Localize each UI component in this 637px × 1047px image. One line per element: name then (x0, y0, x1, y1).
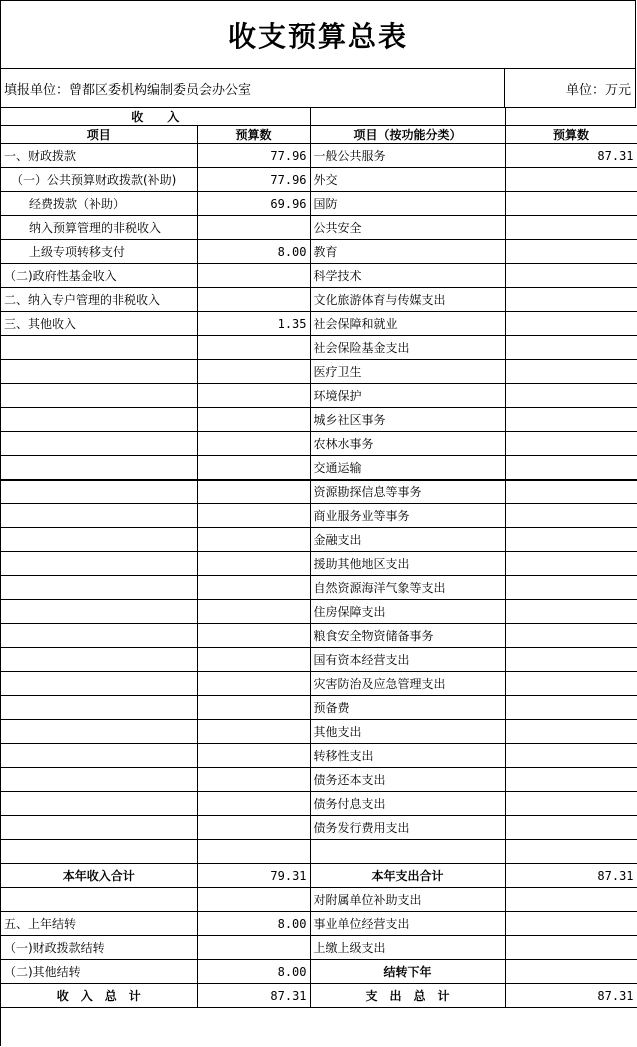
col-item: 项目 (1, 126, 197, 144)
right-value (505, 504, 637, 528)
right-value: 87.31 (505, 144, 637, 168)
right-value (505, 264, 637, 288)
left-value (197, 624, 310, 648)
right-item: 债务发行费用支出 (310, 816, 505, 840)
table-row (1, 792, 637, 816)
right-value (505, 312, 637, 336)
right-value (505, 696, 637, 720)
right-value (505, 912, 637, 936)
table-row (1, 816, 637, 840)
left-item (1, 576, 197, 600)
meta-row (1, 69, 636, 108)
left-item (1, 384, 197, 408)
table-row (1, 768, 637, 792)
right-item: 交通运输 (310, 456, 505, 480)
reporting-unit: 填报单位：曾都区委机构编制委员会办公室 (1, 69, 505, 107)
right-value (505, 456, 637, 480)
right-value (505, 768, 637, 792)
left-value: 1.35 (197, 312, 310, 336)
right-item: 自然资源海洋气象等支出 (310, 576, 505, 600)
right-value (505, 528, 637, 552)
left-value (197, 552, 310, 576)
budget-table (1, 108, 637, 1008)
table-row (1, 480, 637, 504)
left-item: 本年收入合计 (1, 864, 197, 888)
table-row (1, 288, 637, 312)
table-row (1, 720, 637, 744)
table-row (1, 336, 637, 360)
right-item: 住房保障支出 (310, 600, 505, 624)
right-value (505, 192, 637, 216)
right-value (505, 672, 637, 696)
left-value (197, 384, 310, 408)
left-item: （二)其他结转 (1, 960, 197, 984)
left-item: （一）公共预算财政拨款(补助) (1, 168, 197, 192)
empty-cell (505, 108, 637, 126)
left-item: 经费拨款（补助） (1, 192, 197, 216)
right-value (505, 840, 637, 864)
right-item: 医疗卫生 (310, 360, 505, 384)
table-row (1, 624, 637, 648)
left-item (1, 336, 197, 360)
right-value (505, 432, 637, 456)
right-value (505, 624, 637, 648)
right-item: 事业单位经营支出 (310, 912, 505, 936)
right-item: 对附属单位补助支出 (310, 888, 505, 912)
left-item (1, 672, 197, 696)
left-item (1, 888, 197, 912)
currency-unit: 单位：万元 (505, 69, 636, 107)
right-item: 国防 (310, 192, 505, 216)
table-row (1, 576, 637, 600)
right-item: 金融支出 (310, 528, 505, 552)
left-item: 上级专项转移支付 (1, 240, 197, 264)
page-title: 收支预算总表 (1, 1, 636, 69)
left-value: 77.96 (197, 168, 310, 192)
right-item: 粮食安全物资储备事务 (310, 624, 505, 648)
right-value (505, 240, 637, 264)
left-item (1, 552, 197, 576)
left-value: 8.00 (197, 912, 310, 936)
right-value: 87.31 (505, 864, 637, 888)
right-value (505, 552, 637, 576)
column-header-row (1, 126, 637, 144)
right-value (505, 792, 637, 816)
left-item (1, 648, 197, 672)
table-row (1, 360, 637, 384)
table-row (1, 600, 637, 624)
left-value (197, 504, 310, 528)
table-row (1, 528, 637, 552)
left-item: 收 入 总 计 (1, 984, 197, 1008)
right-item: 预备费 (310, 696, 505, 720)
left-value (197, 672, 310, 696)
right-item: 环境保护 (310, 384, 505, 408)
left-value (197, 816, 310, 840)
left-value (197, 528, 310, 552)
right-item: 支 出 总 计 (310, 984, 505, 1008)
right-value (505, 960, 637, 984)
right-value (505, 408, 637, 432)
left-value (197, 600, 310, 624)
right-item: 农林水事务 (310, 432, 505, 456)
left-value (197, 360, 310, 384)
left-value (197, 336, 310, 360)
left-value: 69.96 (197, 192, 310, 216)
left-item (1, 816, 197, 840)
left-value (197, 456, 310, 480)
table-row (1, 744, 637, 768)
left-value (197, 480, 310, 504)
table-row (1, 408, 637, 432)
right-item: 教育 (310, 240, 505, 264)
left-value (197, 648, 310, 672)
left-item: 五、上年结转 (1, 912, 197, 936)
right-value (505, 168, 637, 192)
table-row (1, 216, 637, 240)
right-value (505, 720, 637, 744)
right-value (505, 600, 637, 624)
right-item: 转移性支出 (310, 744, 505, 768)
group-header-row (1, 108, 637, 126)
left-item (1, 840, 197, 864)
table-row (1, 672, 637, 696)
right-item: 城乡社区事务 (310, 408, 505, 432)
table-row (1, 192, 637, 216)
table-row (1, 144, 637, 168)
left-item (1, 768, 197, 792)
left-item (1, 624, 197, 648)
table-row (1, 504, 637, 528)
left-value: 8.00 (197, 240, 310, 264)
right-item: 灾害防治及应急管理支出 (310, 672, 505, 696)
right-item: 资源勘探信息等事务 (310, 480, 505, 504)
left-item (1, 408, 197, 432)
left-item (1, 504, 197, 528)
empty-cell (310, 108, 505, 126)
left-value (197, 288, 310, 312)
table-row (1, 384, 637, 408)
left-value (197, 576, 310, 600)
right-item: 结转下年 (310, 960, 505, 984)
right-item: 文化旅游体育与传媒支出 (310, 288, 505, 312)
right-value (505, 648, 637, 672)
left-item: （一)财政拨款结转 (1, 936, 197, 960)
left-item (1, 432, 197, 456)
left-item: 二、纳入专户管理的非税收入 (1, 288, 197, 312)
table-row (1, 936, 637, 960)
left-item (1, 720, 197, 744)
right-value (505, 288, 637, 312)
right-item: 一般公共服务 (310, 144, 505, 168)
table-row (1, 648, 637, 672)
right-item: 上缴上级支出 (310, 936, 505, 960)
right-item: 援助其他地区支出 (310, 552, 505, 576)
table-row (1, 456, 637, 480)
left-value (197, 888, 310, 912)
table-row (1, 552, 637, 576)
table-row (1, 912, 637, 936)
left-value (197, 432, 310, 456)
left-item: 一、财政拨款 (1, 144, 197, 168)
left-item (1, 600, 197, 624)
left-value (197, 720, 310, 744)
left-item: （二)政府性基金收入 (1, 264, 197, 288)
left-value (197, 216, 310, 240)
left-item (1, 528, 197, 552)
right-value (505, 360, 637, 384)
right-item: 社会保障和就业 (310, 312, 505, 336)
right-value: 87.31 (505, 984, 637, 1008)
table-row (1, 264, 637, 288)
right-value (505, 576, 637, 600)
right-value (505, 216, 637, 240)
right-value (505, 336, 637, 360)
left-item (1, 744, 197, 768)
right-item: 公共安全 (310, 216, 505, 240)
left-item (1, 696, 197, 720)
right-value (505, 816, 637, 840)
left-value: 87.31 (197, 984, 310, 1008)
left-item (1, 360, 197, 384)
left-value (197, 840, 310, 864)
table-row (1, 432, 637, 456)
left-item (1, 792, 197, 816)
right-item: 外交 (310, 168, 505, 192)
col-budget2: 预算数 (505, 126, 637, 144)
table-row (1, 864, 637, 888)
left-item: 纳入预算管理的非税收入 (1, 216, 197, 240)
left-value: 8.00 (197, 960, 310, 984)
right-item: 国有资本经营支出 (310, 648, 505, 672)
left-value (197, 264, 310, 288)
right-item: 债务还本支出 (310, 768, 505, 792)
right-value (505, 480, 637, 504)
left-item (1, 456, 197, 480)
right-item: 其他支出 (310, 720, 505, 744)
table-row (1, 312, 637, 336)
right-value (505, 384, 637, 408)
left-value (197, 768, 310, 792)
table-row (1, 696, 637, 720)
left-value (197, 744, 310, 768)
left-value (197, 408, 310, 432)
col-budget: 预算数 (197, 126, 310, 144)
right-value (505, 888, 637, 912)
right-item: 本年支出合计 (310, 864, 505, 888)
left-value (197, 792, 310, 816)
left-item (1, 480, 197, 504)
right-item: 商业服务业等事务 (310, 504, 505, 528)
table-row (1, 984, 637, 1008)
table-row (1, 168, 637, 192)
left-value: 77.96 (197, 144, 310, 168)
col-item-func: 项目（按功能分类） (310, 126, 505, 144)
table-row (1, 960, 637, 984)
right-item: 科学技术 (310, 264, 505, 288)
income-group-label: 收 入 (1, 108, 310, 126)
right-item (310, 840, 505, 864)
right-value (505, 936, 637, 960)
right-item: 社会保险基金支出 (310, 336, 505, 360)
left-value (197, 696, 310, 720)
table-row (1, 888, 637, 912)
left-item: 三、其他收入 (1, 312, 197, 336)
left-value: 79.31 (197, 864, 310, 888)
table-row (1, 240, 637, 264)
table-row (1, 840, 637, 864)
right-value (505, 744, 637, 768)
right-item: 债务付息支出 (310, 792, 505, 816)
left-value (197, 936, 310, 960)
